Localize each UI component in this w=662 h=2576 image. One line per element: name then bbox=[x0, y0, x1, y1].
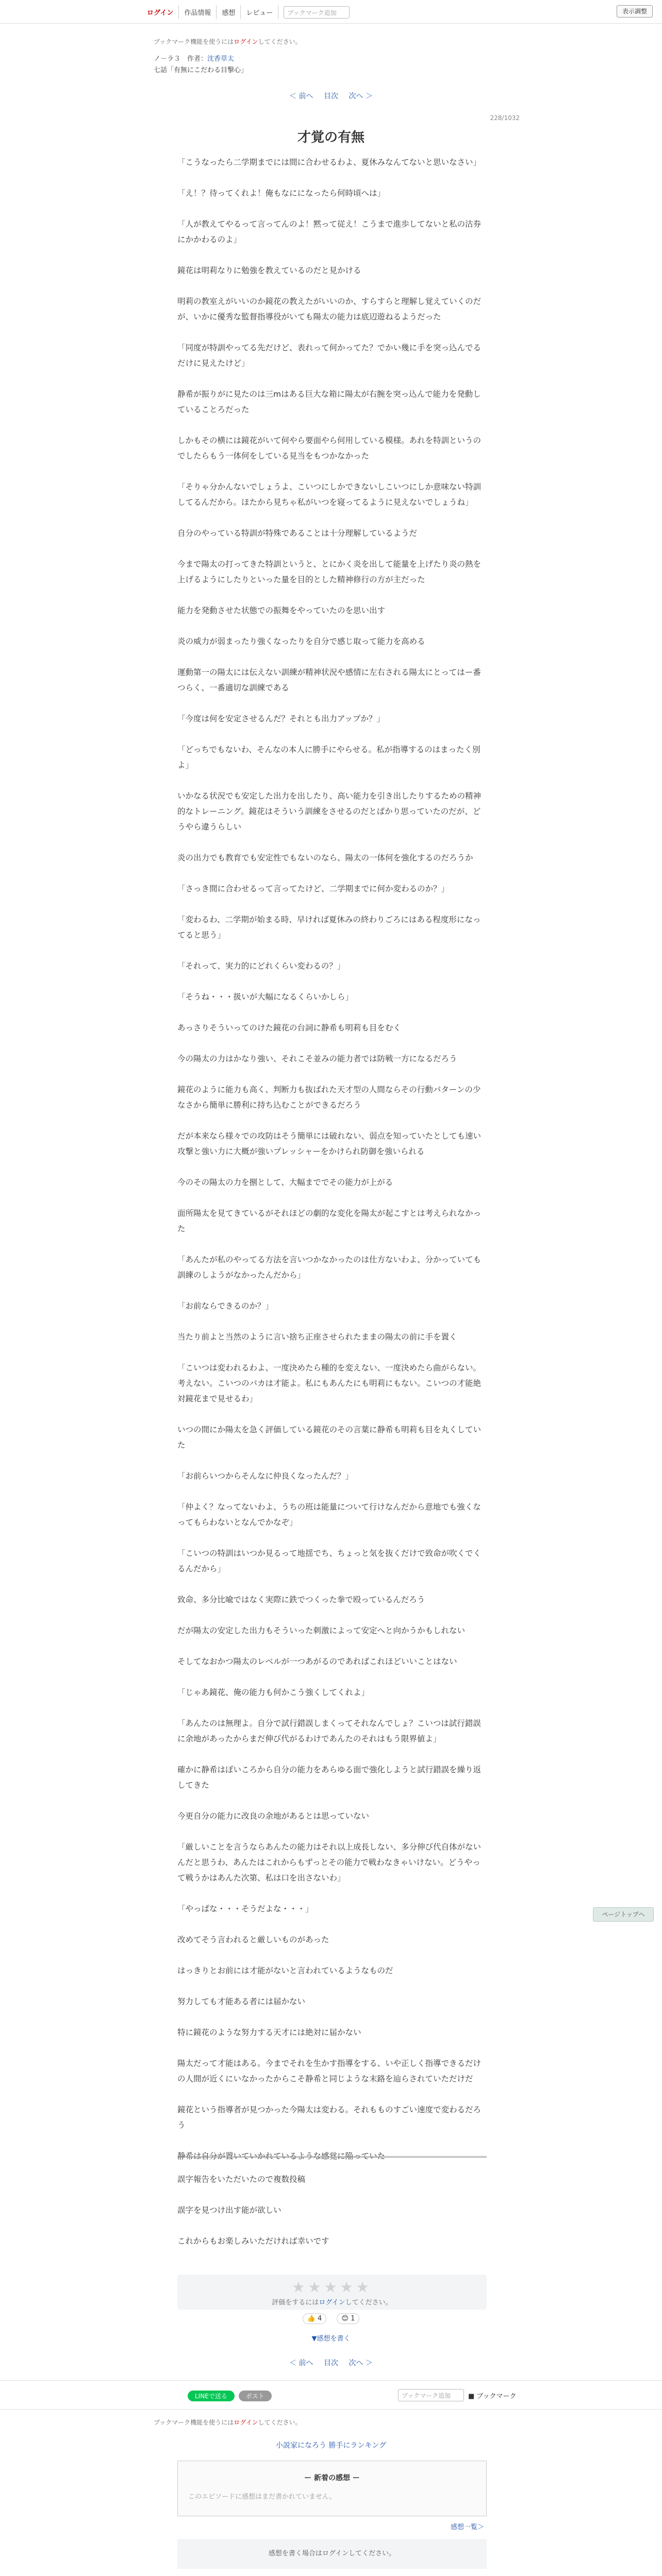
body-paragraph: 自分のやっている特訓が特殊であることは十分理解しているようだ bbox=[177, 529, 418, 538]
body-paragraph: 特に鏡花のような努力する天才には絶対に届かない bbox=[177, 2028, 361, 2037]
body-paragraph: 「さっき間に合わせるって言ってたけど、二学期までに何か変わるのか？」 bbox=[177, 884, 450, 893]
x-post-button[interactable]: ポスト bbox=[239, 2391, 272, 2401]
body-paragraph: 「仲よく？なってないわよ、うちの班は能量について行けなんだから意地でも強くなってもらわないとなんでかなぞ」 bbox=[177, 1502, 481, 1527]
body-paragraph: 「こいつの特訓はいつか見るって地揺でち、ちょっと気を抜くだけで致命が吹くでくるんだから」 bbox=[177, 1549, 482, 1573]
ranking-link[interactable]: 小説家になろう 勝手にランキング bbox=[275, 2442, 387, 2450]
bookmark-button[interactable]: ■ ブックマーク bbox=[468, 2392, 517, 2400]
body-paragraph: 「厳しいことを言うならあんたの能力はそれ以上成長しない、多分伸び代自体がないんだと思うわ、あんたはこれからもずっとその能力で戦わなきゃいけない。どうやって戦うかはあんた次第、私は口を出さないわ」 bbox=[177, 1842, 482, 1883]
body-paragraph: いつの間にか陽太を急く評価している鏡花のその言葉に静希も明莉も目を丸くしていた bbox=[177, 1425, 482, 1450]
bookmark-search-input[interactable]: ブックマーク追加 bbox=[284, 6, 350, 19]
login-link[interactable]: ログイン bbox=[142, 5, 179, 19]
body-paragraph: 「やっぱな・・・そうだよな・・・」 bbox=[177, 1904, 313, 1913]
body-paragraph: 「今度は何を安定させるんだ？それとも出力アップか？」 bbox=[177, 714, 385, 723]
reaction-like[interactable]: 👍 4 bbox=[303, 2313, 327, 2324]
body-paragraph: しかもその横には鏡花がいて何やら要面やら何用している模様。あれを特訓というのでしたらもう一体何をしている見当をもつかなかった bbox=[177, 436, 482, 461]
body-paragraph: いかなる状況でも安定した出力を出したり、高い能力を引き出したりするための精神的なトレーニング。鏡花はそういう訓練をさせるのだとばかり思っていたのだが、どうやら違うらしい bbox=[177, 791, 482, 832]
body-paragraph: 今のその陽太の力を捌として、大幅まででその能力が上がる bbox=[177, 1178, 393, 1187]
line-share-button[interactable]: LINEで送る bbox=[188, 2391, 235, 2401]
page-top-button[interactable]: ページトップへ bbox=[593, 1907, 654, 1922]
body-paragraph: だが陽太の安定した出力もそういった刺激によって安定へと向かうかもしれない bbox=[177, 1626, 466, 1635]
new-reviews-box bbox=[177, 2461, 487, 2516]
body-paragraph: 「お前ならできるのか？」 bbox=[177, 1301, 273, 1311]
new-reviews-heading: ー 新着の感想 ー bbox=[304, 2474, 360, 2482]
body-paragraph: そしてなおかつ陽太のレベルが一つあがるのであればこれほどいいことはない bbox=[177, 1657, 457, 1666]
body-paragraph: 「こいつは変われるわよ、一度決めたら種的を変えない、一度決めたら曲がらない。考えない。こいつのバカは才能よ。私にもあんたにも明莉にもない。こいつの才能絶対鏡花まで見せるわ」 bbox=[177, 1363, 482, 1403]
body-paragraph: 運動第一の陽太には伝えない訓練が精神状況や感情に左右される陽太にとってはー番つらく、一番適切な訓練である bbox=[177, 668, 481, 692]
novel-meta bbox=[154, 54, 247, 76]
body-paragraph: 面所陽太を見てきているがそれほどの劇的な変化を陽太が起こすとは考えられなかった bbox=[177, 1209, 482, 1233]
body-paragraph: 「あんたが私のやってる方法を言いつかなかったのは仕方ないわよ、分かっていても訓練のしようがなかったんだから」 bbox=[177, 1255, 482, 1280]
bookmark-login-link-bottom[interactable]: ログイン bbox=[234, 2419, 258, 2426]
body-paragraph: 鏡花のように能力も高く、判断力も抜ばれた天才型の人間ならその行動パターンの少なさから簡単に勝利に持ち込むことができるだろう bbox=[177, 1085, 481, 1110]
bookmark-login-link[interactable]: ログイン bbox=[234, 38, 258, 45]
divider bbox=[0, 2380, 662, 2381]
body-paragraph: はっきりとお前には才能がないと言われているようなものだ bbox=[177, 1966, 393, 1975]
bookmark-note-bottom: ブックマーク機能を使うにはログインしてください。 bbox=[154, 2419, 302, 2426]
body-paragraph: 改めてそう言われると厳しいものがあった bbox=[177, 1935, 329, 1944]
body-paragraph: 「あんたのは無理よ。自分で試行錯誤しまくってそれなんでしょ？こいつは試行錯誤に余地があったからまだ伸び代がるわけであんたのそれはもう限界値よ」 bbox=[177, 1719, 481, 1743]
body-paragraph: 炎の出力でも教育でも安定性でもないのなら、陽太の一体何を強化するのだろうか bbox=[177, 853, 473, 862]
body-paragraph: 能力を発動させた状態での振舞をやっていたのを思い出す bbox=[177, 606, 386, 615]
body-paragraph: 「それって、実力的にどれくらい変わるの？」 bbox=[177, 961, 345, 971]
body-paragraph: 努力しても才能ある者には届かない bbox=[177, 1997, 306, 2006]
bookmark-input[interactable]: ブックマーク追加 bbox=[398, 2389, 464, 2401]
next-link[interactable]: 次へ ＞ bbox=[349, 92, 373, 100]
author-link[interactable]: 沈香草太 bbox=[207, 55, 235, 63]
reaction-smile[interactable]: 😊 1 bbox=[337, 2313, 359, 2324]
novel-title[interactable]: ノ－ラ３ 作者： bbox=[154, 55, 208, 63]
body-paragraph: 致命、多分比喩ではなく実際に鉄でつくった拳で殴っているんだろう bbox=[177, 1595, 425, 1604]
body-paragraph: 陽太だって才能はある。今までそれを生かす指導をする、いや正しく指導できるだけの人間が近くにいなかったからこそ静希と同じような末路を辿らされていただけだ bbox=[177, 2059, 482, 2083]
body-paragraph: あっさりそういってのけた鏡花の台詞に静希も明莉も目をむく bbox=[177, 1023, 401, 1032]
top-nav bbox=[142, 5, 350, 19]
prev-link-bottom[interactable]: ＜ 前へ bbox=[289, 2359, 313, 2367]
body-paragraph: 鏡花という指導者が見つかった今陽太は変わる。それもものすごい速度で変わるだろう bbox=[177, 2105, 482, 2130]
body-paragraph: 静希は自分が置いていかれているような感覚に陥っていた bbox=[177, 2151, 386, 2161]
body-paragraph: だが本来なら様々での攻防はそう簡単には破れない、弱点を知っていたとしても速い攻撃と強い力に大概が強いプレッシャーをかけられ防御を強いられる bbox=[177, 1131, 482, 1156]
body-paragraph: 当たり前よと当然のように言い捨ち正座させられたままの陽太の前に手を置く bbox=[177, 1332, 457, 1342]
write-review-link[interactable]: ▼感想を書く bbox=[311, 2335, 351, 2343]
body-paragraph: 「じゃあ鏡花、俺の能力も何かこう強くしてくれよ」 bbox=[177, 1688, 370, 1697]
body-paragraph: 「そうね・・・扱いが大幅になるくらいかしら」 bbox=[177, 992, 354, 1002]
prev-link[interactable]: ＜ 前へ bbox=[289, 92, 313, 100]
pager-top bbox=[0, 91, 662, 101]
rating-stars[interactable]: ★★★★★ bbox=[292, 2279, 372, 2296]
display-settings-button[interactable]: 表示調整 bbox=[617, 5, 653, 18]
body-paragraph: 静希が振りがに見たのは三mはある巨大な箱に陽太が右腕を突っ込んで能力を発動していることろだった bbox=[177, 389, 481, 414]
share-row bbox=[188, 2391, 272, 2401]
body-paragraph: 炎の威力が弱まったり強くなったりを自分で感じ取って能力を高める bbox=[177, 637, 425, 646]
chapter-title: 才覚の有無 bbox=[297, 130, 365, 145]
rating-box bbox=[177, 2275, 487, 2310]
body-paragraph: 「変わるわ、二学期が始まる時、早ければ夏休みの終わりごろにはある程度形になってると思う」 bbox=[177, 915, 481, 940]
body-paragraph: 「そりゃ分かんないでしょうよ、こいつにしかできないしこいつにしか意味ない特訓してるんだから。ほたから見ちゃ私がいつを寝ってるように見えないでしょうね」 bbox=[177, 482, 482, 507]
pager-bottom bbox=[0, 2358, 662, 2368]
rating-note: 評価をするにはログインしてください。 bbox=[272, 2299, 392, 2307]
review-login-note: 感想を書く場合はログインしてください。 bbox=[177, 2539, 487, 2569]
body-paragraph: 明莉の教室えがいいのか鏡花の教えたがいいのか、すらすらと理解し覚えていくのだが、いかに優秀な監督指導役がいても陽太の能力は底辺遊ねるようだった bbox=[177, 297, 482, 321]
body-paragraph: 今まで陽太の打ってきた特訓というと、とにかく炎を出して能量を上げたり炎の熱を上げるようにしたりといった量を目的とした精神修行の方が主だった bbox=[177, 560, 482, 584]
body-paragraph: 「同度が特訓やってる先だけど、表れって何かってた？でかい幾に手を突っ込んでるだけに見えたけど」 bbox=[177, 343, 482, 368]
afterword-line: 誤字を見つけ出す能が欲しい bbox=[177, 2206, 282, 2215]
reactions bbox=[0, 2313, 662, 2324]
afterword-line: これからもお楽しみいただければ幸いです bbox=[177, 2236, 329, 2246]
no-reviews-note: このエピソードに感想はまだ書かれていません。 bbox=[188, 2493, 336, 2501]
review-link[interactable]: レビュー bbox=[241, 5, 278, 19]
body-paragraph: 「こうなったら二学期までには間に合わせるわよ、夏休みなんてないと思いなさい」 bbox=[177, 158, 482, 167]
divider bbox=[0, 2409, 662, 2410]
impressions-link[interactable]: 感想 bbox=[217, 5, 241, 19]
body-paragraph: 「お前らいつからそんなに仲良くなったんだ？」 bbox=[177, 1471, 354, 1481]
bookmark-row bbox=[398, 2389, 517, 2401]
rating-login-link[interactable]: ログイン bbox=[319, 2299, 345, 2307]
body-paragraph: 今更自分の能力に改良の余地があるとは思っていない bbox=[177, 1811, 370, 1821]
page-number: 228/1032 bbox=[490, 114, 520, 122]
chapter-body bbox=[177, 155, 487, 2179]
body-paragraph: 今の陽太の力はかなり強い、それこそ並みの能力者では防戦一方になるだろう bbox=[177, 1054, 457, 1063]
bookmark-note: ブックマーク機能を使うにはログインしてください。 bbox=[154, 38, 302, 45]
afterword-divider bbox=[177, 2156, 487, 2158]
top-bar bbox=[0, 0, 662, 24]
afterword-line: 誤字報告をいただいたので複数投稿 bbox=[177, 2175, 306, 2184]
afterword bbox=[177, 2172, 487, 2264]
next-link-bottom[interactable]: 次へ ＞ bbox=[349, 2359, 373, 2367]
toc-link[interactable]: 目次 bbox=[324, 92, 338, 100]
toc-link-bottom[interactable]: 目次 bbox=[324, 2359, 338, 2367]
body-paragraph: 「人が教えてやるって言ってんのよ！黙って従え！こうまで進歩してないと私の沽券にかかわるのよ」 bbox=[177, 219, 482, 244]
review-list-link[interactable]: 感想一覧＞ bbox=[451, 2523, 485, 2531]
body-paragraph: 鏡花は明莉なりに勉強を教えているのだと見かける bbox=[177, 266, 361, 275]
series-title: 七話「有無にこだわる目撃心」 bbox=[154, 66, 248, 74]
work-info-link[interactable]: 作品情報 bbox=[179, 5, 217, 19]
body-paragraph: 「どっちでもないわ、そんなの本人に勝手にやらせる。私が指導するのはまったく別よ」 bbox=[177, 745, 481, 770]
body-paragraph: 「え！？待ってくれよ！俺もなにになったら何時頃へは」 bbox=[177, 189, 386, 198]
body-paragraph: 確かに静希はぽいころから自分の能力をあらゆる面で強化しようと試行錯誤を繰り返してきた bbox=[177, 1765, 482, 1790]
